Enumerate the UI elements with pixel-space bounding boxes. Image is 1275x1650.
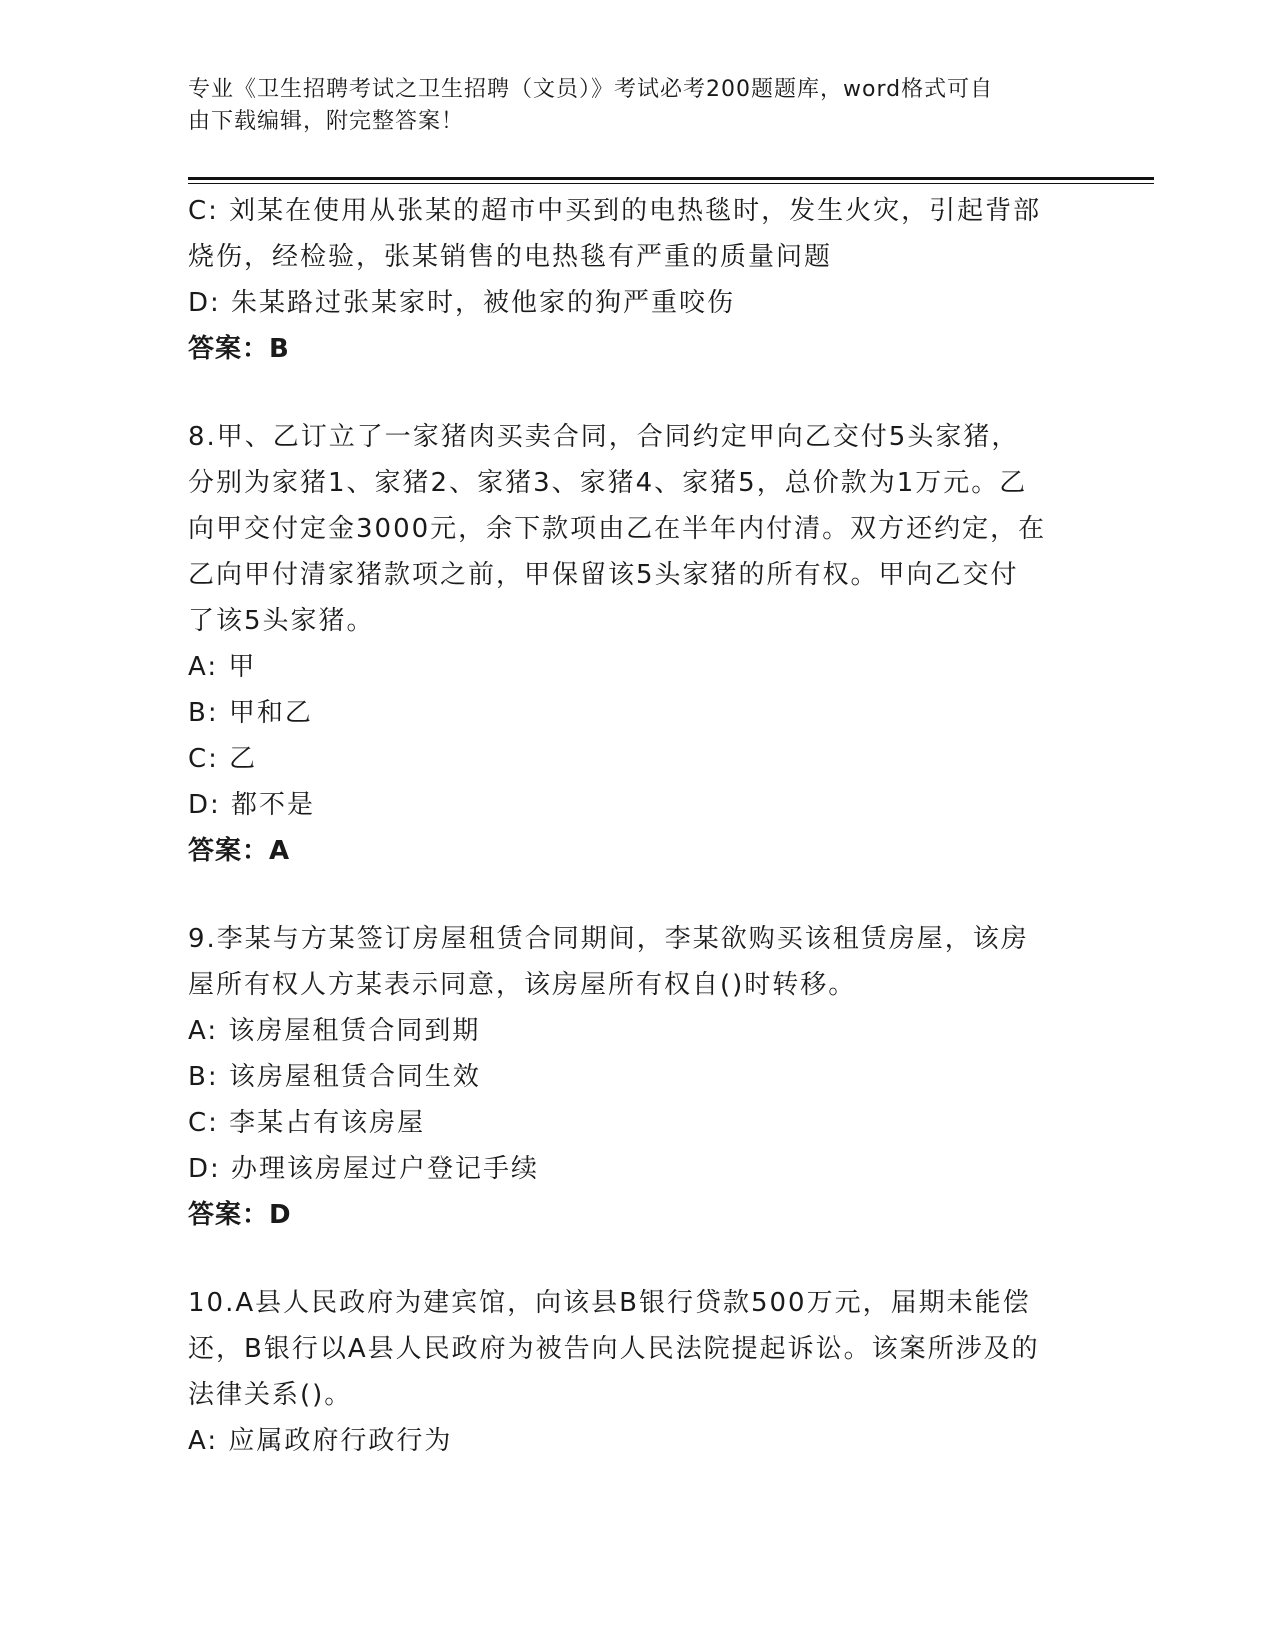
option-d: D: 都不是 <box>188 790 316 820</box>
option-b: B: 甲和乙 <box>188 698 313 728</box>
question-stem-line: 9.李某与方某签订房屋租赁合同期间，李某欲购买该租赁房屋，该房 <box>188 924 1029 954</box>
answer: 答案：A <box>188 836 291 866</box>
header-line-2: 由下载编辑，附完整答案！ <box>188 109 465 134</box>
question-7-tail <box>188 188 1088 372</box>
option-c-line-1: C: 刘某在使用从张某的超市中买到的电热毯时，发生火灾，引起背部 <box>188 196 1042 226</box>
option-c: C: 李某占有该房屋 <box>188 1108 426 1138</box>
question-stem-line: 8.甲、乙订立了一家猪肉买卖合同，合同约定甲向乙交付5头家猪， <box>188 422 1020 452</box>
spacer <box>188 372 1088 414</box>
question-content <box>188 188 1088 1464</box>
question-stem-line: 10.A县人民政府为建宾馆，向该县B银行贷款500万元，届期未能偿 <box>188 1288 1031 1318</box>
question-10 <box>188 1280 1088 1464</box>
header-line-1: 专业《卫生招聘考试之卫生招聘（文员）》考试必考200题题库，word格式可自 <box>188 77 994 102</box>
question-stem-line: 乙向甲付清家猪款项之前，甲保留该5头家猪的所有权。甲向乙交付 <box>188 560 1019 590</box>
spacer <box>188 1238 1088 1280</box>
answer: 答案：B <box>188 334 290 364</box>
question-stem-line: 还，B银行以A县人民政府为被告向人民法院提起诉讼。该案所涉及的 <box>188 1334 1040 1364</box>
question-stem-line: 法律关系()。 <box>188 1380 353 1410</box>
question-stem-line: 了该5头家猪。 <box>188 606 375 636</box>
document-header <box>188 74 1088 138</box>
header-rule-thick <box>188 177 1154 180</box>
option-d: D: 办理该房屋过户登记手续 <box>188 1154 540 1184</box>
answer: 答案：D <box>188 1200 292 1230</box>
option-c-line-2: 烧伤，经检验，张某销售的电热毯有严重的质量问题 <box>188 242 833 272</box>
spacer <box>188 874 1088 916</box>
option-d: D: 朱某路过张某家时，被他家的狗严重咬伤 <box>188 288 736 318</box>
option-a: A: 甲 <box>188 652 257 682</box>
header-rule-thin <box>188 183 1154 184</box>
question-stem-line: 分别为家猪1、家猪2、家猪3、家猪4、家猪5，总价款为1万元。乙 <box>188 468 1028 498</box>
option-b: B: 该房屋租赁合同生效 <box>188 1062 481 1092</box>
option-a: A: 该房屋租赁合同到期 <box>188 1016 481 1046</box>
question-8 <box>188 414 1088 874</box>
question-stem-line: 向甲交付定金3000元，余下款项由乙在半年内付清。双方还约定，在 <box>188 514 1047 544</box>
option-c: C: 乙 <box>188 744 258 774</box>
question-9 <box>188 916 1088 1238</box>
option-a: A: 应属政府行政行为 <box>188 1426 453 1456</box>
question-stem-line: 屋所有权人方某表示同意，该房屋所有权自()时转移。 <box>188 970 857 1000</box>
